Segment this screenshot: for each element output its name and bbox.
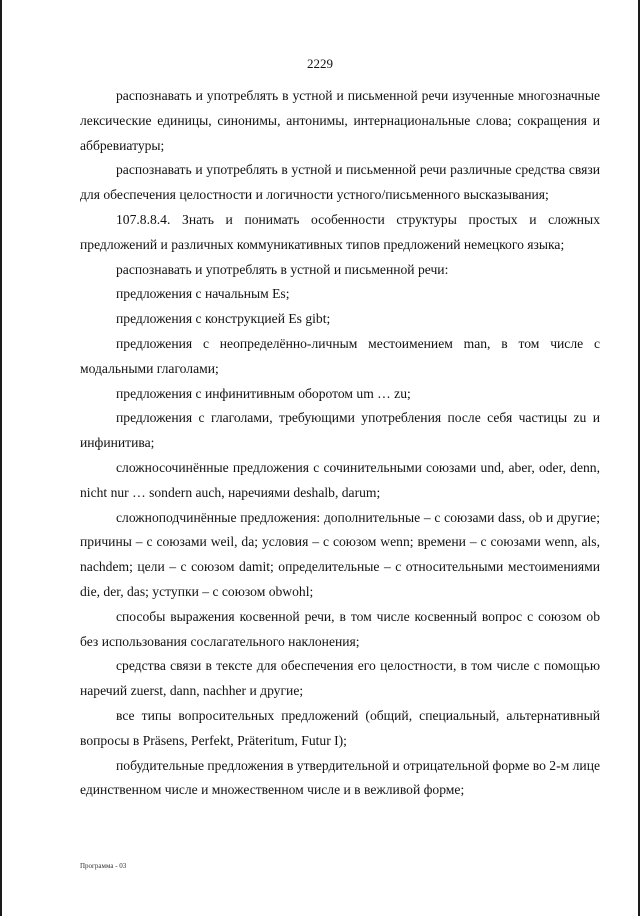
paragraph-14: все типы вопросительных предложений (общий, специальный, альтернативный вопросы в Präsens, Perfekt, Präteritum, Futur I); bbox=[80, 707, 600, 748]
paragraph-15: побудительные предложения в утвердительной и отрицательной форме во 2-м лице единственном числе и множественном числе и в вежливой форме; bbox=[80, 757, 600, 798]
paragraph-8: предложения с инфинитивным оборотом um … zu; bbox=[116, 385, 411, 401]
paragraph-2: распознавать и употреблять в устной и письменной речи различные средства связи для обеспечения целостности и логичности устного/письменного высказывания; bbox=[80, 162, 600, 203]
paragraph-6: предложения с конструкцией Es gibt; bbox=[116, 311, 331, 327]
paragraph-10: сложносочинённые предложения с сочинительными союзами und, aber, oder, denn, nicht nur … sondern auch, наречиями deshalb, darum; bbox=[80, 459, 600, 500]
paragraph-12: способы выражения косвенной речи, в том числе косвенный вопрос с союзом ob без использования сослагательного наклонения; bbox=[80, 608, 600, 649]
paragraph-13: средства связи в тексте для обеспечения его целостности, в том числе с помощью наречий zuerst, dann, nachher и другие; bbox=[80, 658, 600, 699]
paragraph-1: распознавать и употреблять в устной и письменной речи изученные многозначные лексические единицы, синонимы, антонимы, интернациональные слова; сокращения и аббревиатуры; bbox=[80, 88, 600, 153]
paragraph-5: предложения с начальным Es; bbox=[116, 286, 290, 302]
paragraph-7: предложения с неопределённо-личным местоимением man, в том числе с модальными глаголами; bbox=[80, 335, 600, 376]
footer-note: Программа - 03 bbox=[80, 862, 127, 870]
page-number: 2229 bbox=[307, 56, 333, 71]
paragraph-11: сложноподчинённые предложения: дополнительные – с союзами dass, ob и другие; причины – с союзами weil, da; условия – с союзом wenn; времени – с союзами wenn, als, nachdem; цели – с союзом damit; определительные – с относительными местоимениями die, der, das; уступки – с союзом obwohl; bbox=[80, 509, 600, 599]
document-body bbox=[80, 84, 600, 803]
paragraph-3: 107.8.8.4. Знать и понимать особенности структуры простых и сложных предложений и различных коммуникативных типов предложений немецкого языка; bbox=[80, 211, 600, 252]
paragraph-4: распознавать и употреблять в устной и письменной речи: bbox=[116, 261, 449, 277]
paragraph-9: предложения с глаголами, требующими употребления после себя частицы zu и инфинитива; bbox=[80, 410, 600, 451]
